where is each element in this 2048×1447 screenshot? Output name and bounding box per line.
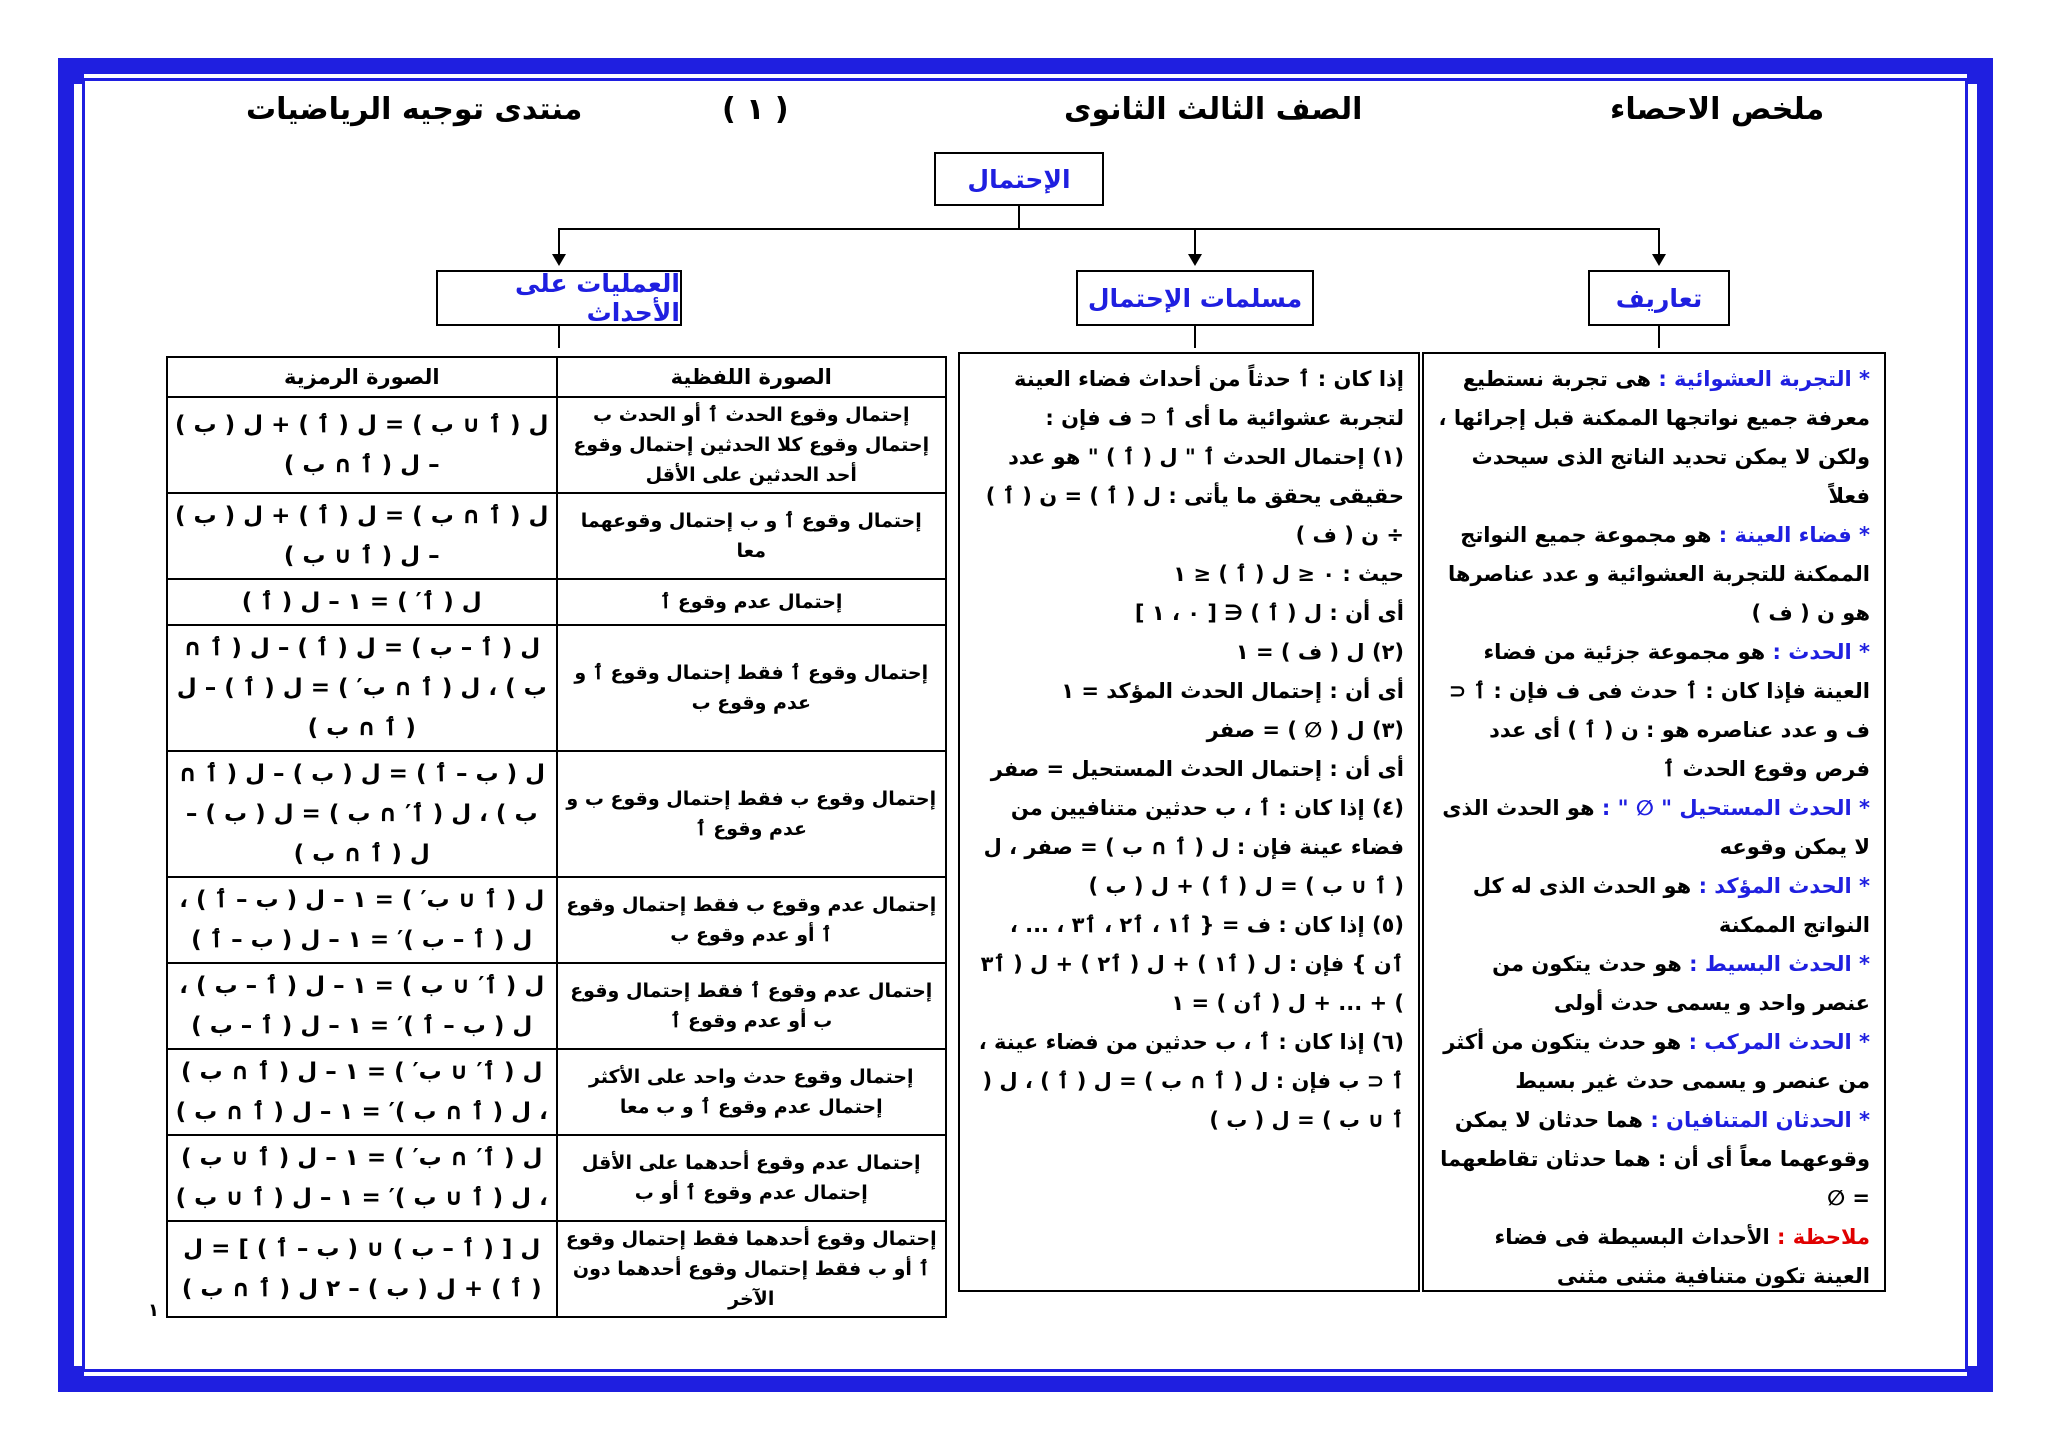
symbolic-cell: ل ( ب – ٲ ) = ل ( ب ) – ل ( ٲ ∩ ب ) ، ل ( ٲ′ ∩ ب ) = ل ( ب ) – ل ( ٲ ∩ ب ) (167, 751, 557, 877)
axiom-line: حيث : ٠ ≤ ل ( ٲ ) ≤ ١ (1173, 562, 1404, 586)
verbal-cell: إحتمال وقوع ٲ و ب إحتمال وقوعهما معا (557, 493, 947, 579)
node-definitions: تعاريف (1588, 270, 1730, 326)
table-row (167, 751, 946, 877)
connector (1658, 228, 1660, 256)
header-verbal: الصورة اللفظية (557, 357, 947, 397)
definition-item: * الحدث : هو مجموعة جزئية من فضاء العينة فإذا كان : ٲ حدث فى ف فإن : ٲ ⊂ ف و عدد عناصره هو : ن ( ٲ ) أى عدد فرص وقوع الحدث ٲ (1448, 640, 1870, 781)
arrow-icon (552, 254, 566, 266)
axiom-line: أى أن : ل ( ٲ ) ∈ [ ٠ ، ١ ] (1134, 601, 1404, 625)
axiom-line: (٢) ل ( ف ) = ١ (1235, 640, 1404, 664)
table-row (167, 493, 946, 579)
axiom-line: إذا كان : ٲ حدثاً من أحداث فضاء العينة لتجربة عشوائية ما أى ٲ ⊂ ف فإن : (1014, 367, 1404, 430)
definition-item: * الحدثان المتنافيان : هما حدثان لا يمكن وقوعهما معاً أى أن : هما حدثان تقاطعهما = ∅ (1440, 1108, 1870, 1210)
definition-item: * الحدث المركب : هو حدث يتكون من أكثر من عنصر و يسمى حدث غير بسيط (1443, 1030, 1870, 1093)
connector (1194, 326, 1196, 348)
verbal-cell: إحتمال وقوع ٲ فقط إحتمال وقوع ٲ و عدم وقوع ب (557, 625, 947, 751)
symbolic-cell: ل ( ٲ′ ∪ ب ) = ١ – ل ( ٲ – ب ) ، ل ( ب – ٲ )′ = ١ – ل ( ٲ – ب ) (167, 963, 557, 1049)
table-row (167, 877, 946, 963)
verbal-cell: إحتمال وقوع الحدث ٲ أو الحدث ب إحتمال وقوع كلا الحدثين إحتمال وقوع أحد الحدثين على الأقل (557, 397, 947, 493)
connector (558, 326, 560, 348)
axiom-line: (١) إحتمال الحدث ٲ " ل ( ٲ ) " هو عدد حقيقى يحقق ما يأتى : ل ( ٲ ) = ن ( ٲ ) ÷ ن ( ف ) (985, 445, 1404, 547)
symbolic-cell: ل ( ٲ ∩ ب ) = ل ( ٲ ) + ل ( ب ) – ل ( ٲ ∪ ب ) (167, 493, 557, 579)
definition-item: * الحدث البسيط : هو حدث يتكون من عنصر واحد و يسمى حدث أولى (1492, 952, 1870, 1015)
header-symbolic: الصورة الرمزية (167, 357, 557, 397)
corner-ornament (1967, 1366, 1993, 1392)
verbal-cell: إحتمال عدم وقوع ٲ (557, 579, 947, 625)
grade-label: الصف الثالث الثانوى (1064, 92, 1363, 127)
definition-item: * فضاء العينة : هو مجموعة جميع النواتج الممكنة للتجربة العشوائية و عدد عناصرها هو ن ( ف ) (1448, 523, 1870, 625)
connector (558, 228, 1660, 230)
connector (1658, 326, 1660, 348)
table-row (167, 1135, 946, 1221)
axiom-line: أى أن : إحتمال الحدث المؤكد = ١ (1061, 679, 1404, 703)
definition-item: * الحدث المؤكد : هو الحدث الذى له كل النواتج الممكنة (1472, 874, 1870, 937)
table-row (167, 579, 946, 625)
connector (558, 228, 560, 256)
verbal-cell: إحتمال وقوع ب فقط إحتمال وقوع ب و عدم وقوع ٲ (557, 751, 947, 877)
arrow-icon (1652, 254, 1666, 266)
verbal-cell: إحتمال عدم وقوع ب فقط إحتمال وقوع ٲ أو عدم وقوع ب (557, 877, 947, 963)
symbolic-cell: ل ( ٲ ∪ ب ) = ل ( ٲ ) + ل ( ب ) – ل ( ٲ ∩ ب ) (167, 397, 557, 493)
verbal-cell: إحتمال عدم وقوع أحدهما على الأقل إحتمال عدم وقوع ٲ أو ب (557, 1135, 947, 1221)
doc-title: ملخص الاحصاء (1610, 92, 1825, 127)
axiom-line: (٤) إذا كان : ٲ ، ب حدثين متنافيين من فضاء عينة فإن : ل ( ٲ ∩ ب ) = صفر ، ل ( ٲ ∪ ب ) = ل ( ٲ ) + ل ( ب ) (983, 796, 1404, 898)
verbal-cell: إحتمال وقوع أحدهما فقط إحتمال وقوع ٲ أو ب فقط إحتمال وقوع أحدهما دون الآخر (557, 1221, 947, 1317)
operations-table (166, 356, 947, 1318)
corner-ornament (1967, 58, 1993, 84)
axioms-panel (958, 352, 1420, 1292)
definition-item: * التجربة العشوائية : هى تجربة نستطيع معرفة جميع نواتجها الممكنة قبل إجرائها ، ولكن لا يمكن تحديد الناتج الذى سيحدث فعلاً (1438, 367, 1870, 508)
page-number: ١ (148, 1300, 159, 1321)
corner-ornament (58, 58, 84, 84)
table-row (167, 397, 946, 493)
symbolic-cell: ل ( ٲ′ ) = ١ – ل ( ٲ ) (167, 579, 557, 625)
table-row (167, 1049, 946, 1135)
note: ملاحظة : الأحداث البسيطة فى فضاء العينة تكون متنافية مثنى مثنى (1494, 1225, 1870, 1288)
symbolic-cell: ل ( ٲ′ ∩ ب′ ) = ١ – ل ( ٲ ∪ ب ) ، ل ( ٲ ∪ ب )′ = ١ – ل ( ٲ ∪ ب ) (167, 1135, 557, 1221)
connector (1194, 228, 1196, 256)
arrow-icon (1188, 254, 1202, 266)
root-node-probability: الإحتمال (934, 152, 1104, 206)
table-row (167, 625, 946, 751)
symbolic-cell: ل [ ( ٲ – ب ) ∪ ( ب – ٲ ) ] = ل ( ٲ ) + ل ( ب ) – ٢ ل ( ٲ ∩ ب ) (167, 1221, 557, 1317)
page-indicator: ( ١ ) (722, 92, 789, 127)
axiom-line: (٣) ل ( ∅ ) = صفر (1206, 718, 1404, 742)
symbolic-cell: ل ( ٲ ∪ ب′ ) = ١ – ل ( ب – ٲ ) ، ل ( ٲ – ب )′ = ١ – ل ( ب – ٲ ) (167, 877, 557, 963)
table-header-row (167, 357, 946, 397)
verbal-cell: إحتمال وقوع حدث واحد على الأكثر إحتمال عدم وقوع ٲ و ب معا (557, 1049, 947, 1135)
table-row (167, 1221, 946, 1317)
table-row (167, 963, 946, 1049)
axiom-line: أى أن : إحتمال الحدث المستحيل = صفر (990, 757, 1404, 781)
symbolic-cell: ل ( ٲ′ ∪ ب′ ) = ١ – ل ( ٲ ∩ ب ) ، ل ( ٲ ∩ ب )′ = ١ – ل ( ٲ ∩ ب ) (167, 1049, 557, 1135)
verbal-cell: إحتمال عدم وقوع ٲ فقط إحتمال وقوع ب أو عدم وقوع ٲ (557, 963, 947, 1049)
axiom-line: (٥) إذا كان : ف = { ٲ١ ، ٲ٢ ، ٲ٣ ، ... ، ٲن } فإن : ل ( ٲ١ ) + ل ( ٲ٢ ) + ل ( ٲ٣ ) + ... + ل ( ٲن ) = ١ (980, 913, 1404, 1015)
forum-label: منتدى توجيه الرياضيات (246, 92, 583, 127)
node-operations: العمليات على الأحداث (436, 270, 682, 326)
corner-ornament (58, 1366, 84, 1392)
node-axioms: مسلمات الإحتمال (1076, 270, 1314, 326)
symbolic-cell: ل ( ٲ – ب ) = ل ( ٲ ) – ل ( ٲ ∩ ب ) ، ل ( ٲ ∩ ب′ ) = ل ( ٲ ) – ل ( ٲ ∩ ب ) (167, 625, 557, 751)
definitions-panel (1422, 352, 1886, 1292)
definition-item: * الحدث المستحيل " ∅ " : هو الحدث الذى لا يمكن وقوعه (1442, 796, 1870, 859)
axiom-line: (٦) إذا كان : ٲ ، ب حدثين من فضاء عينة ، ٲ ⊂ ب فإن : ل ( ٲ ∩ ب ) = ل ( ٲ ) ، ل ( ٲ ∪ ب ) = ل ( ب ) (978, 1030, 1404, 1132)
connector (1018, 206, 1020, 228)
